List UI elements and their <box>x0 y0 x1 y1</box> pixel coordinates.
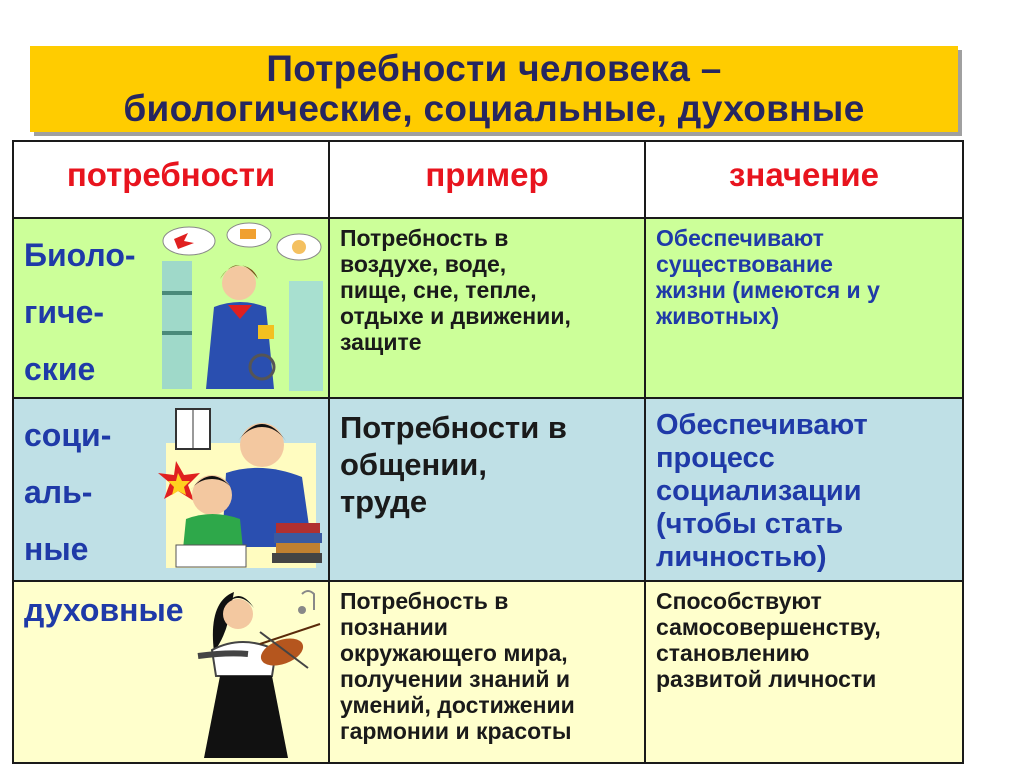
header-needs-label: потребности <box>66 156 276 193</box>
cell-need-social <box>14 399 330 580</box>
meaning-text-biological: Обеспечивают существование жизни (имеются и у животных) <box>656 225 880 329</box>
need-label-biological: Биоло- гиче- ские <box>24 237 136 387</box>
cell-need-spiritual <box>14 582 330 762</box>
cell-meaning-biological <box>646 219 962 397</box>
cell-example-biological <box>330 219 646 397</box>
meaning-text-spiritual: Способствуют самосовершенству, становлению развитой личности <box>656 588 881 692</box>
header-meaning-label: значение <box>729 156 879 193</box>
table-row-biological <box>14 219 962 399</box>
cell-example-spiritual <box>330 582 646 762</box>
example-text-social: Потребности в общении, труде <box>340 410 567 519</box>
slide-title <box>30 46 958 132</box>
cell-meaning-spiritual <box>646 582 962 762</box>
header-example-label: пример <box>425 156 549 193</box>
header-needs <box>14 142 330 217</box>
shopping-woman-illustration <box>154 221 326 393</box>
example-text-spiritual: Потребность в познании окружающего мира, получении знаний и умений, достижении гармонии и красоты <box>340 588 575 744</box>
title-line-2: биологические, социальные, духовные <box>123 88 865 129</box>
need-label-spiritual: духовные <box>24 592 184 628</box>
cell-meaning-social <box>646 399 962 580</box>
need-label-social: соци- аль- ные <box>24 417 112 567</box>
meaning-text-social: Обеспечивают процесс социализации (чтобы стать личностью) <box>656 409 868 573</box>
header-example <box>330 142 646 217</box>
title-line-1: Потребности человека – <box>266 48 722 89</box>
needs-table <box>12 140 964 764</box>
violinist-illustration <box>190 584 326 760</box>
cell-example-social <box>330 399 646 580</box>
table-row-spiritual <box>14 582 962 762</box>
example-text-biological: Потребность в воздухе, воде, пище, сне, тепле, отдыхе и движении, защите <box>340 225 571 355</box>
cell-need-biological <box>14 219 330 397</box>
father-son-studying-illustration <box>156 403 326 575</box>
table-header-row <box>14 142 962 219</box>
header-meaning <box>646 142 962 217</box>
table-row-social <box>14 399 962 582</box>
